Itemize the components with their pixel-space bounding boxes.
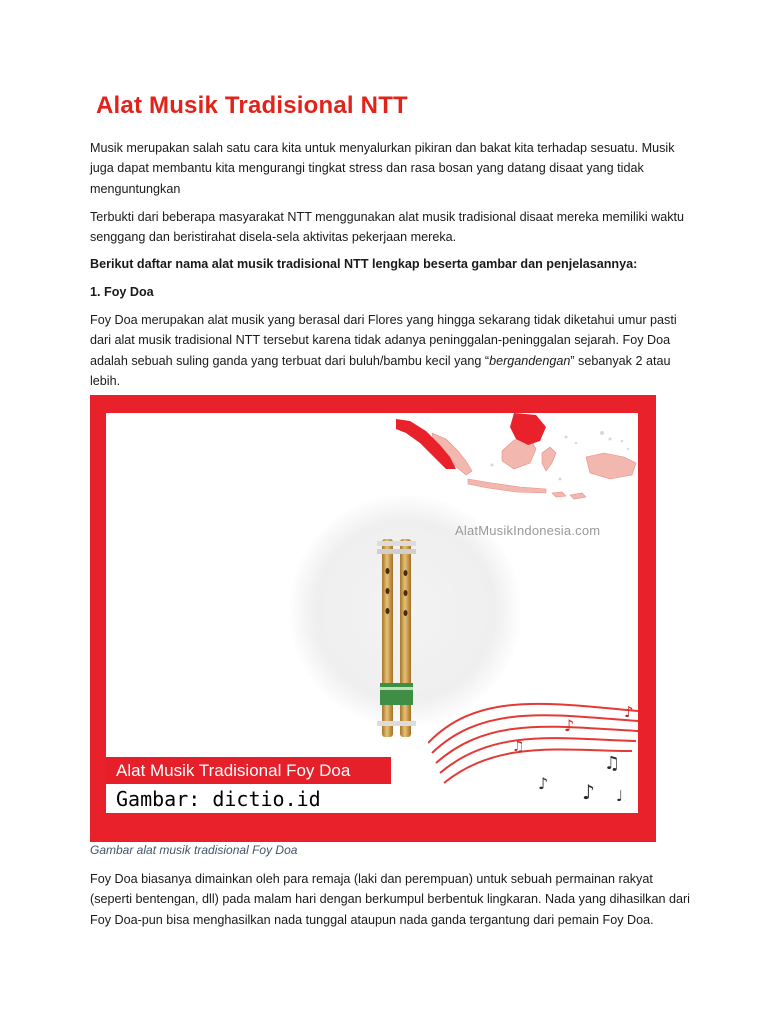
page-title: Alat Musik Tradisional NTT <box>96 92 408 119</box>
foy-doa-usage-paragraph: Foy Doa biasanya dimainkan oleh para remaja (laki dan perempuan) untuk sebuah permainan rakyat (seperti bentengan, dll) pada malam hari dengan berkumpul berbentuk lingkaran. Nada yang dihasilkan dari Foy Doa-pun bisa menghasilkan nada tunggal ataupun nada ganda tergantung dari pemain Foy Doa. <box>90 872 690 927</box>
figure-caption: Gambar alat musik tradisional Foy Doa <box>90 843 298 857</box>
foy-doa-flute-image <box>361 531 431 741</box>
description-italic-term: bergandengan <box>489 353 571 368</box>
svg-text:♫: ♫ <box>604 753 621 774</box>
description-text-end: ” sebanyak 2 atau lebih. <box>90 353 671 389</box>
intro-paragraph-1: Musik merupakan salah satu cara kita untuk menyalurkan pikiran dan bakat kita terhadap sesuatu. Musik juga dapat membantu kita mengurangi tingkat stress dan rasa bosan yang datang disaat yang tidak menguntungkan <box>90 141 675 196</box>
music-notes-graphic <box>428 691 638 813</box>
svg-text:♪: ♪ <box>564 716 575 735</box>
figure-title-banner: Alat Musik Tradisional Foy Doa <box>106 757 391 784</box>
section-heading-foy-doa: 1. Foy Doa <box>90 285 154 299</box>
indonesia-map-graphic <box>396 413 638 508</box>
intro-paragraph-2: Terbukti dari beberapa masyarakat NTT menggunakan alat musik tradisional disaat mereka memiliki waktu senggang dan beristirahat disela-sela aktivitas pekerjaan mereka. <box>90 210 685 245</box>
website-watermark: AlatMusikIndonesia.com <box>455 523 601 538</box>
svg-text:♫: ♫ <box>512 739 525 755</box>
figure-image-area <box>106 413 638 813</box>
svg-text:♩: ♩ <box>616 787 624 805</box>
svg-text:♪: ♪ <box>624 703 634 721</box>
svg-text:♪: ♪ <box>582 780 595 804</box>
image-credit: Gambar: dictio.id <box>106 786 406 813</box>
foy-doa-description <box>90 310 690 392</box>
list-intro-paragraph: Berikut daftar nama alat musik tradisional NTT lengkap beserta gambar dan penjelasannya: <box>90 257 638 271</box>
foy-doa-figure <box>90 395 656 842</box>
svg-text:♪: ♪ <box>538 774 549 793</box>
description-text-start: Foy Doa merupakan alat musik yang berasal dari Flores yang hingga sekarang tidak diketahui umur pasti dari alat musik tradisional NTT tersebut karena tidak adanya peninggalan-peninggalan sejarah. Foy Doa adalah sebuah suling ganda yang terbuat dari buluh/bambu kecil yang “ <box>90 313 677 368</box>
